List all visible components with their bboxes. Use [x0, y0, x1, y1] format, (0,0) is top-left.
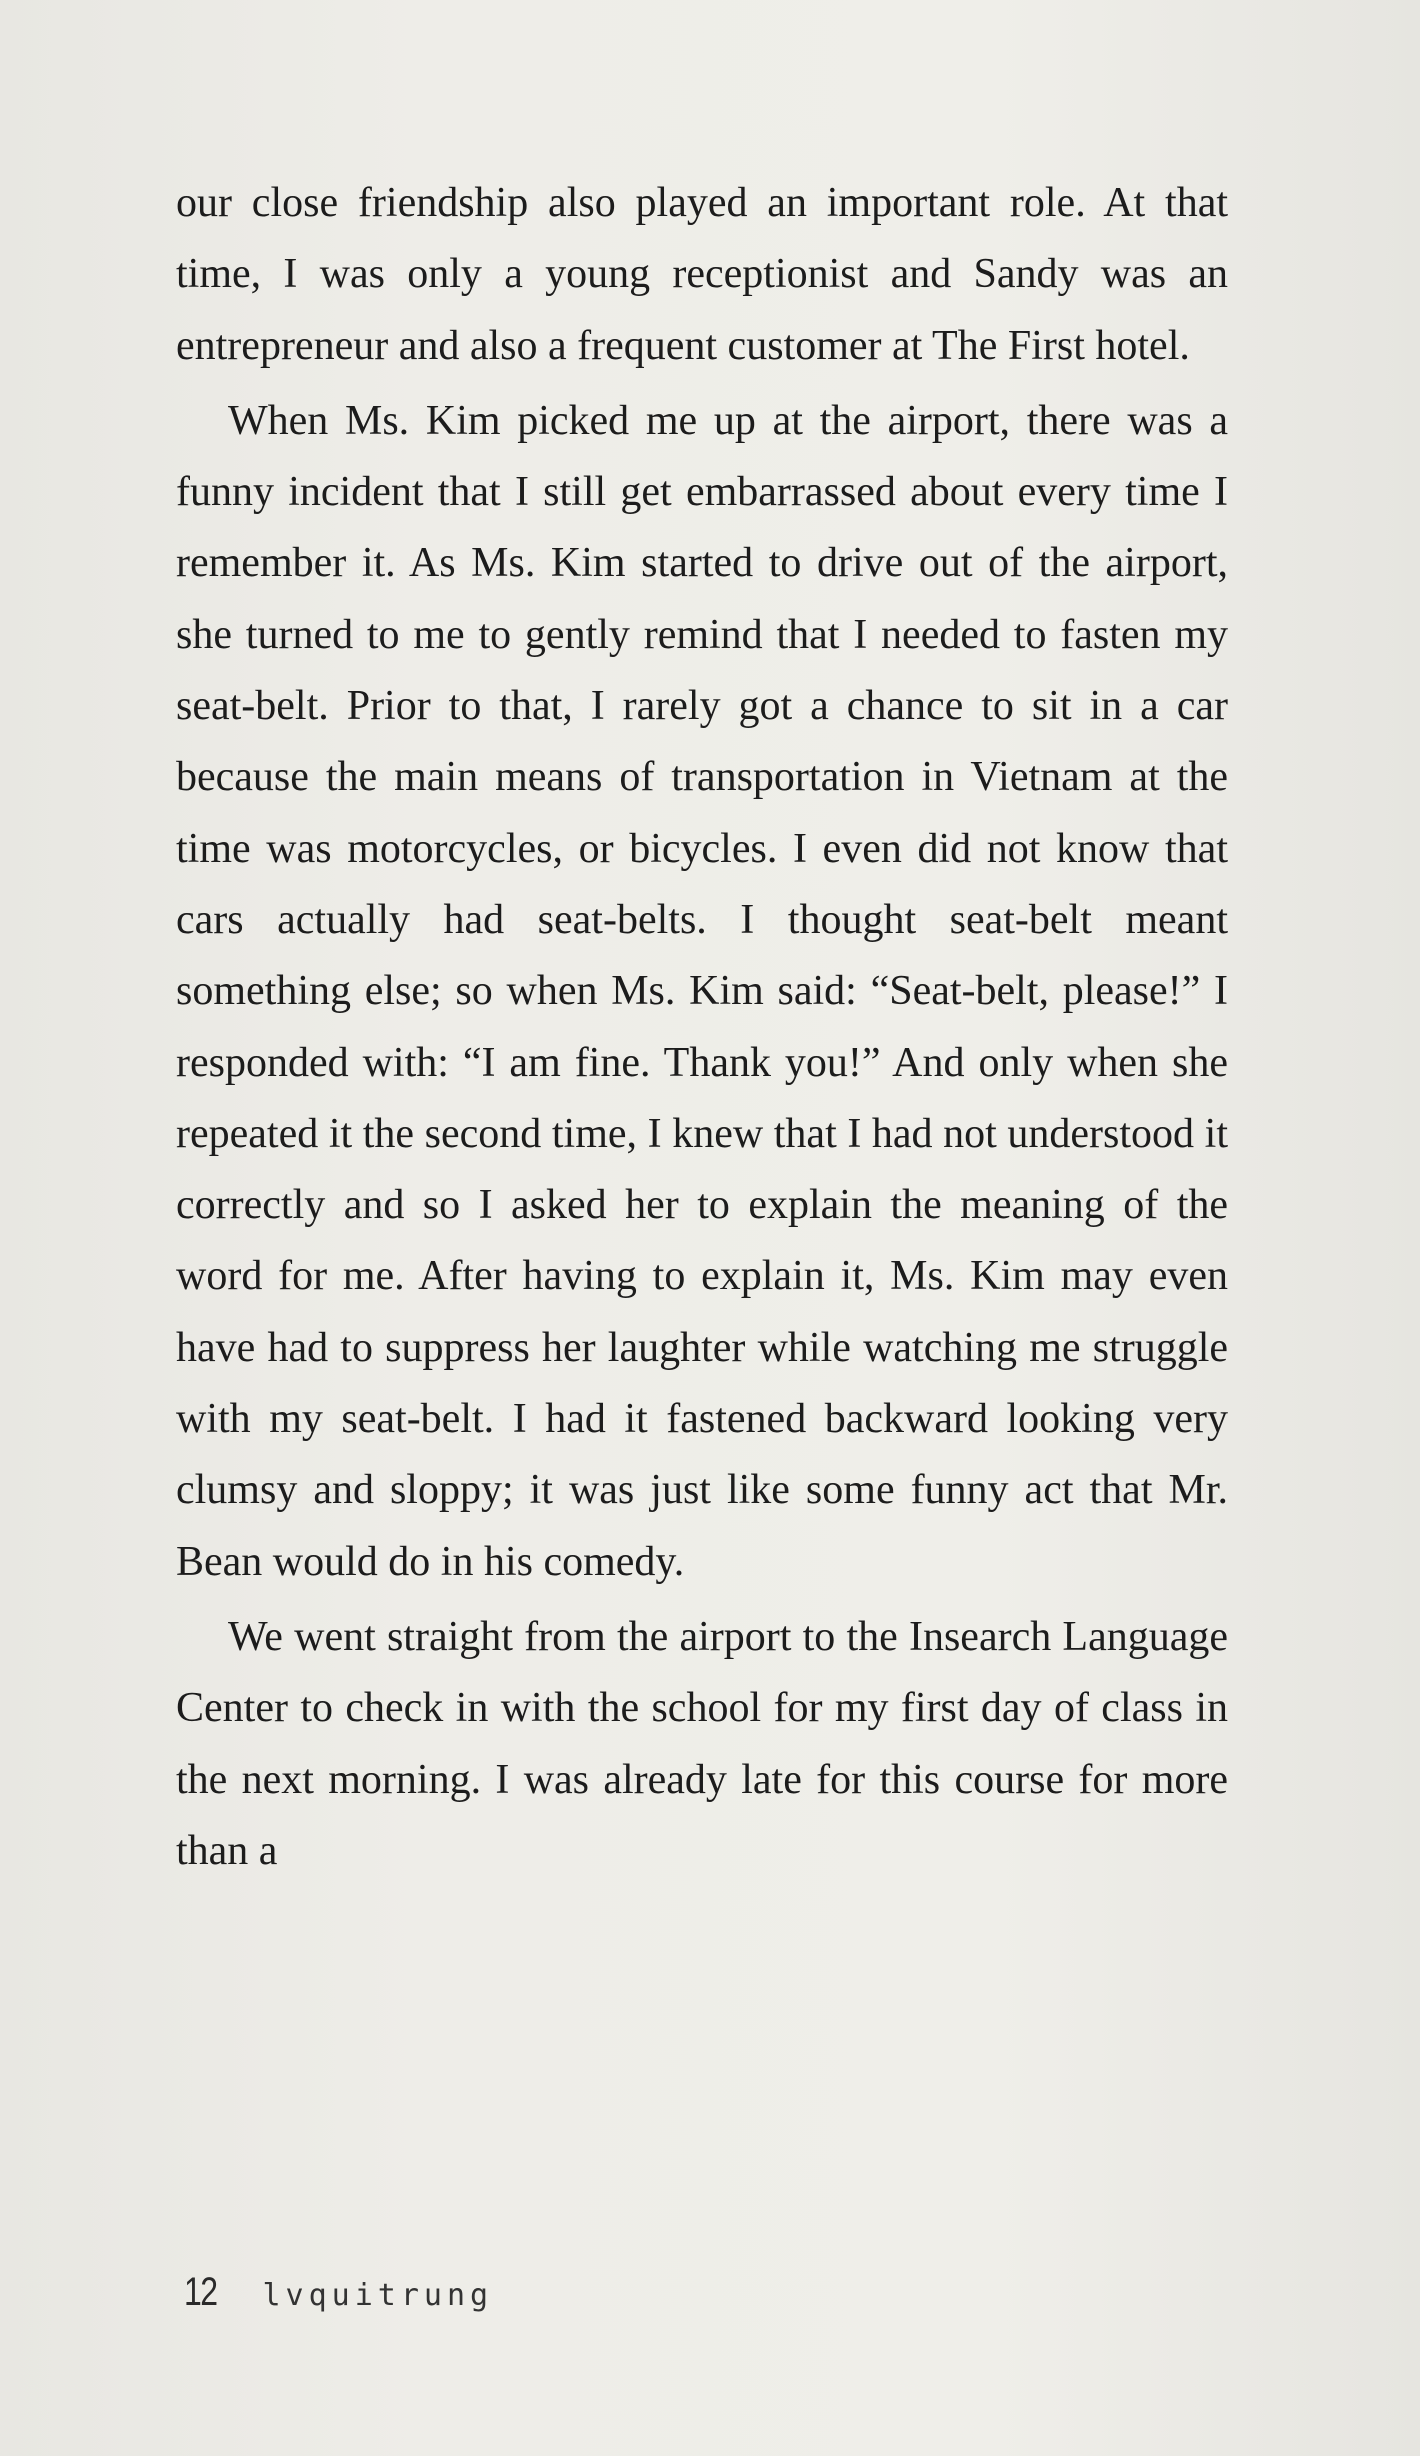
body-text — [176, 168, 1228, 1891]
page-footer — [184, 2270, 493, 2330]
page-number: 12 — [184, 2270, 217, 2314]
paragraph-1: our close friendship also played an important role. At that time, I was only a young receptionist and Sandy was an entrepreneur and also a frequent customer at The First hotel. — [176, 180, 1228, 369]
running-author: lvquitrung — [262, 2278, 494, 2313]
paragraph-2: When Ms. Kim picked me up at the airport, there was a funny incident that I still get embarrassed about every time I remember it. As Ms. Kim started to drive out of the airport, she turned to me to gently remind that I needed to fasten my seat-belt. Prior to that, I rarely got a chance to sit in a car because the main means of transportation in Vietnam at the time was motorcycles, or bicycles. I even did not know that cars actually had seat-belts. I thought seat-belt meant something else; so when Ms. Kim said: “Seat-belt, please!” I responded with: “I am fine. Thank you!” And only when she repeated it the second time, I knew that I had not understood it correctly and so I asked her to explain the meaning of the word for me. After having to explain it, Ms. Kim may even have had to suppress her laughter while watching me struggle with my seat-belt. I had it fastened backward looking very clumsy and sloppy; it was just like some funny act that Mr. Bean would do in his comedy. — [176, 397, 1228, 1585]
paragraph-3: We went straight from the airport to the Insearch Language Center to check in with the school for my first day of class in the next morning. I was already late for this course for more than a — [176, 1613, 1228, 1874]
